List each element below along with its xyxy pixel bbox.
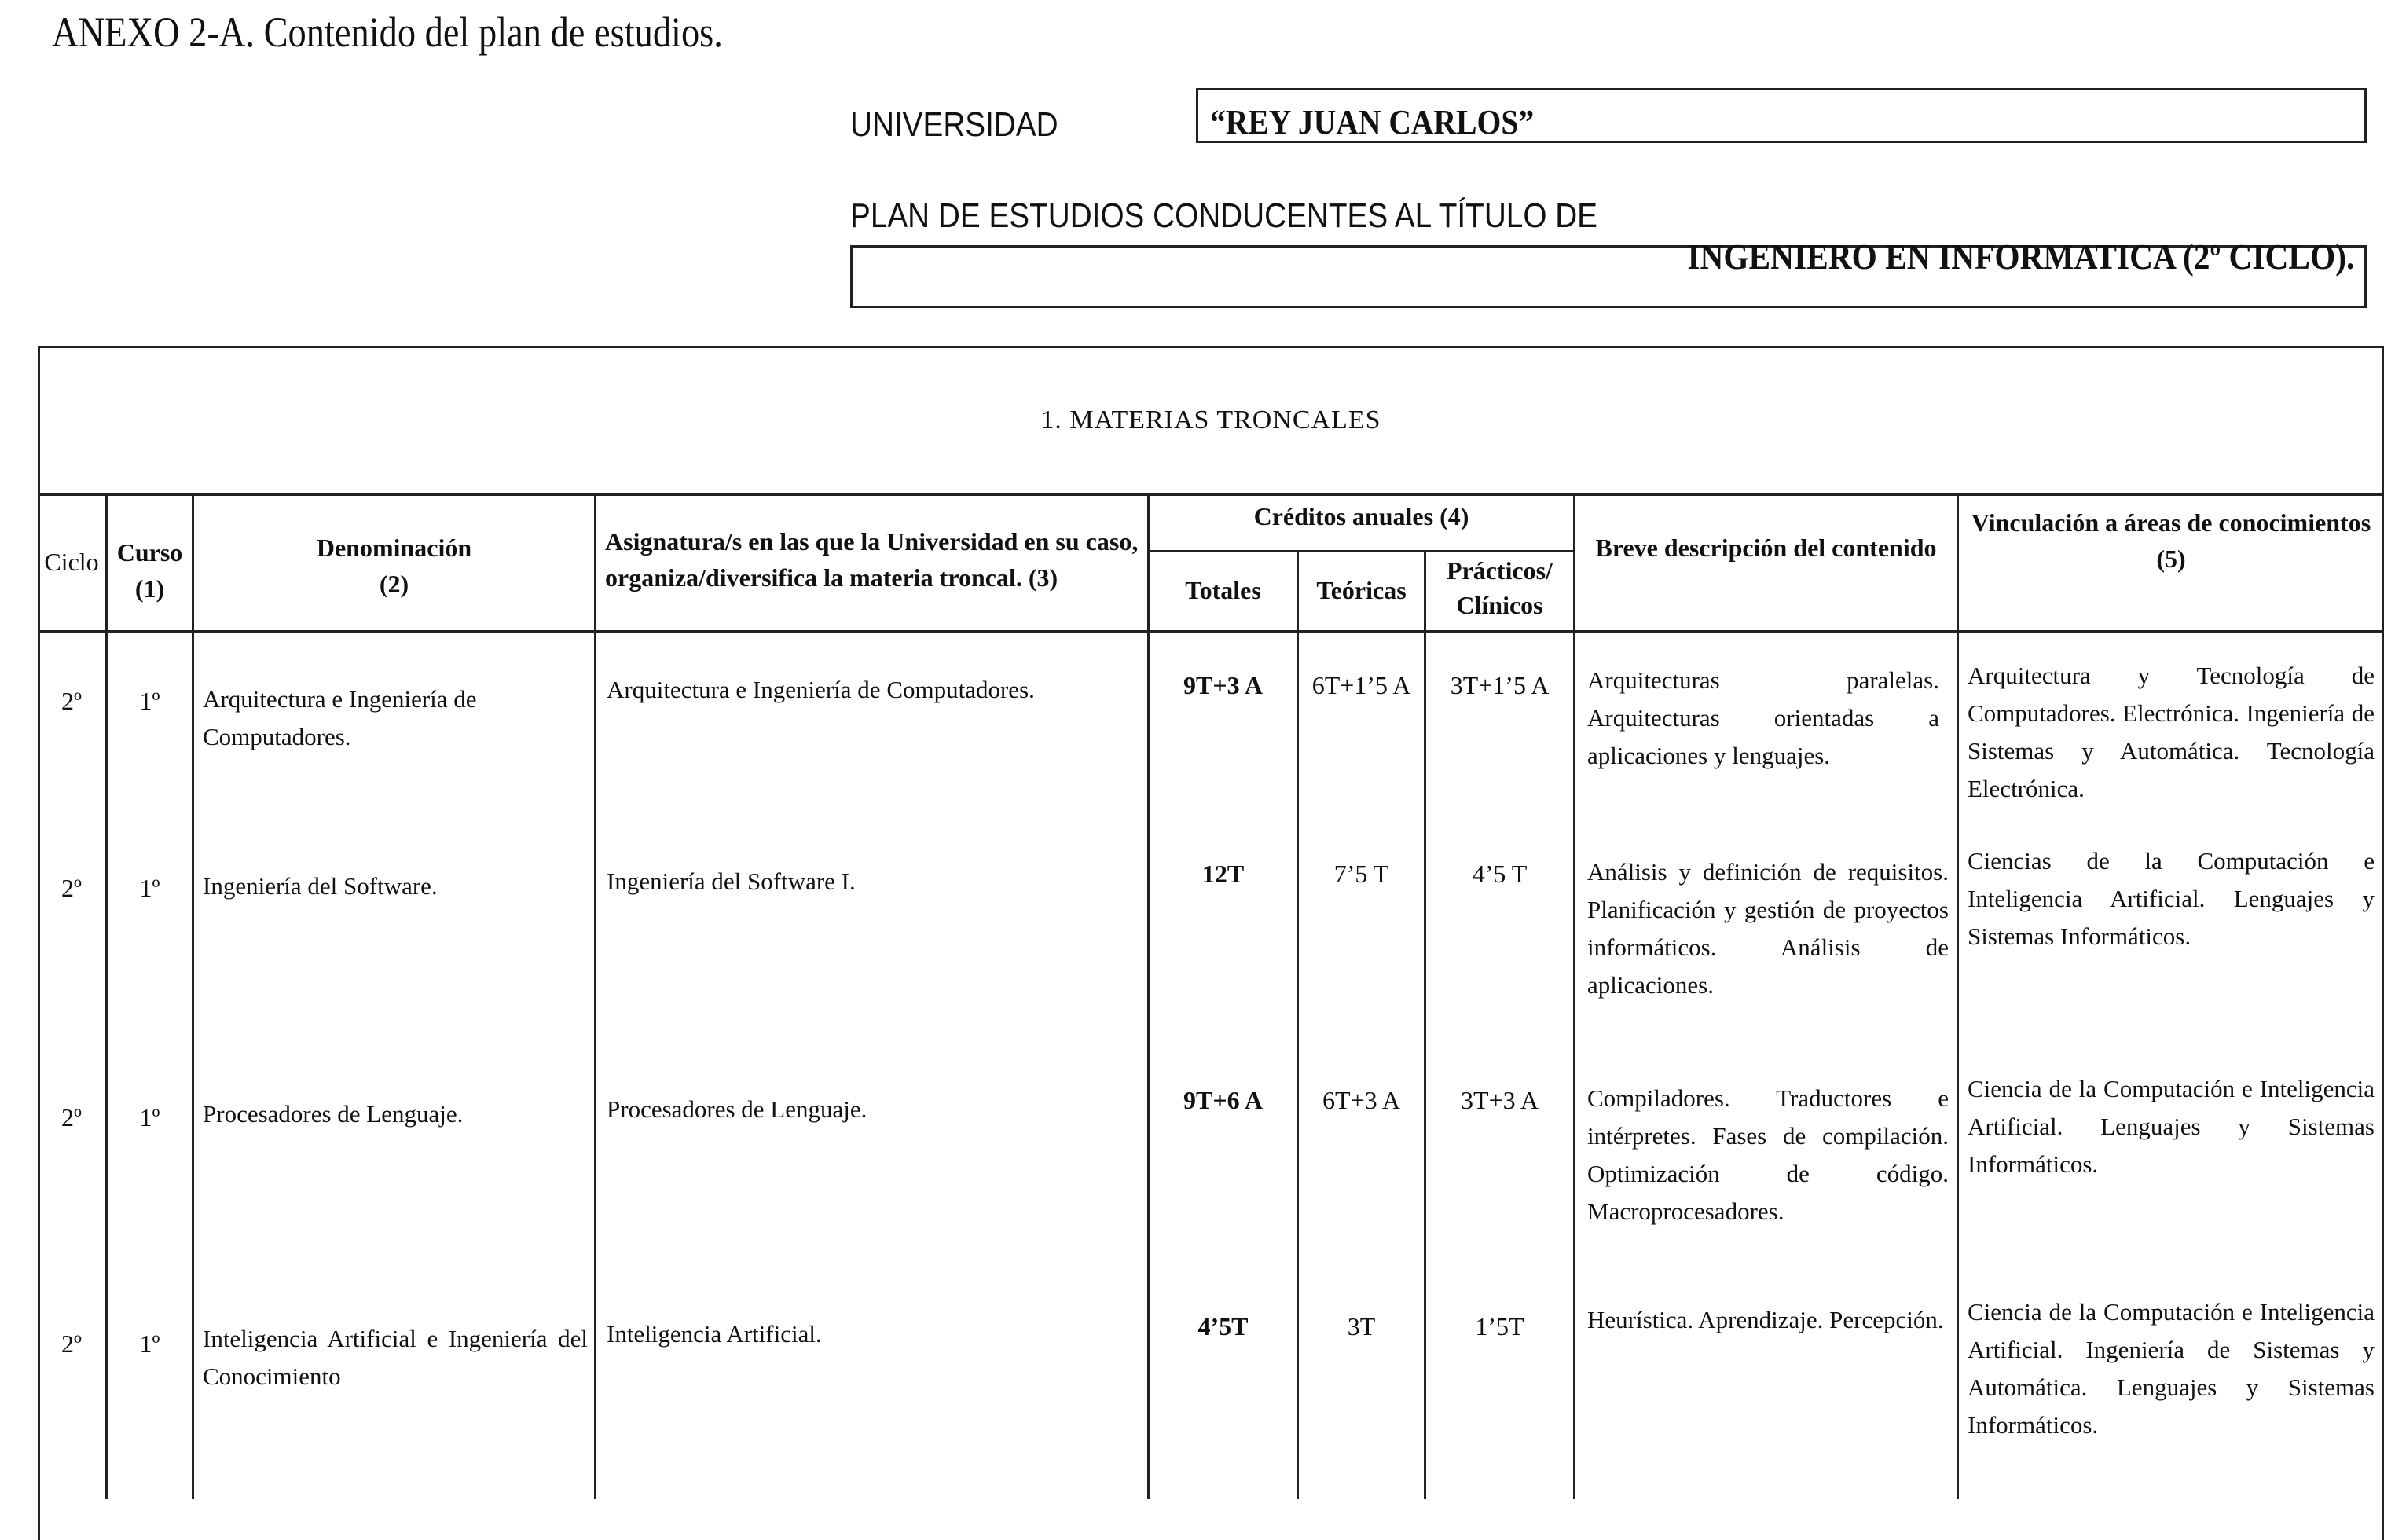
row3-denominacion: Procesadores de Lenguaje. (203, 1100, 464, 1128)
row1-denominacion: Arquitectura e Ingeniería de Computadores. (203, 685, 477, 750)
document-title (52, 8, 723, 57)
header-curso (108, 534, 192, 607)
row3-vinculacion: Ciencia de la Computación e Inteligencia Artificial. Lenguajes y Sistemas Informáticos. (1968, 1075, 2375, 1178)
header-asignaturas: Asignatura/s en las que la Universidad en su caso, organiza/diversifica la materia troncal. (3) (605, 527, 1139, 592)
section-title: 1. MATERIAS TRONCALES (1040, 405, 1381, 434)
row2-vinculacion: Ciencias de la Computación e Inteligencia Artificial. Lenguajes y Sistemas Informáticos. (1968, 847, 2375, 950)
header-curso-label: Curso (116, 538, 183, 566)
row2-practicos: 4’5 T (1472, 860, 1528, 888)
row3-descripcion: Compiladores. Traductores e intérpretes. Fases de compilación. Optimización de código. Macroprocesadores. (1587, 1084, 1949, 1225)
row2-ciclo: 2º (61, 874, 82, 902)
header-vinculacion-label: Vinculación a áreas de conocimientos (1971, 508, 2371, 537)
header-creditos: Créditos anuales (4) (1253, 502, 1469, 530)
header-ciclo: Ciclo (44, 548, 99, 576)
row2-teoricas: 7’5 T (1333, 860, 1389, 888)
row1-curso: 1º (139, 687, 160, 715)
row3-practicos: 3T+3 A (1461, 1086, 1539, 1114)
row2-descripcion: Análisis y definición de requisitos. Planificación y gestión de proyectos informáticos. Análisis de aplicaciones. (1587, 858, 1949, 999)
titulo-value: INGENIERO EN INFORMATICA (2º CICLO). (1686, 236, 2354, 277)
col-rule (1147, 493, 1150, 1499)
row2-totales: 12T (1201, 860, 1245, 888)
plan-label: PLAN DE ESTUDIOS CONDUCENTES AL TÍTULO DE (850, 196, 1597, 235)
row4-teoricas: 3T (1347, 1312, 1376, 1340)
header-denominacion-note: (2) (379, 570, 409, 598)
col-rule (594, 493, 596, 1499)
row1-totales: 9T+3 A (1183, 671, 1263, 699)
creditos-sub-rule (1147, 550, 1573, 552)
row4-practicos: 1’5T (1475, 1312, 1524, 1340)
row1-vinculacion: Arquitectura y Tecnología de Computadores. Electrónica. Ingeniería de Sistemas y Automática. Tecnología Electrónica. (1968, 662, 2375, 802)
row3-ciclo: 2º (61, 1103, 82, 1131)
row4-descripcion: Heurística. Aprendizaje. Percepción. (1587, 1306, 1944, 1333)
universidad-label: UNIVERSIDAD (850, 105, 1058, 144)
row1-asignatura: Arquitectura e Ingeniería de Computadores. (607, 676, 1035, 703)
col-rule (1957, 493, 1959, 1499)
row4-asignatura: Inteligencia Artificial. (607, 1320, 822, 1348)
row1-teoricas: 6T+1’5 A (1311, 671, 1411, 699)
row1-ciclo: 2º (61, 687, 82, 715)
row3-teoricas: 6T+3 A (1322, 1086, 1400, 1114)
row3-asignatura: Procesadores de Lenguaje. (607, 1095, 867, 1123)
anexo-label: ANEXO 2-A. (52, 9, 255, 56)
header-teoricas: Teóricas (1316, 576, 1407, 604)
header-denominacion (194, 530, 594, 602)
row2-denominacion: Ingeniería del Software. (203, 872, 438, 900)
universidad-value: “REY JUAN CARLOS” (1210, 103, 1535, 141)
row4-denominacion: Inteligencia Artificial e Ingeniería del Conocimiento (203, 1325, 588, 1390)
header-bottom-rule (38, 630, 2384, 632)
header-curso-note: (1) (134, 574, 165, 603)
row3-curso: 1º (139, 1103, 160, 1131)
row4-ciclo: 2º (61, 1329, 82, 1358)
row2-curso: 1º (139, 874, 160, 902)
header-top-rule (38, 493, 2384, 496)
row4-curso: 1º (139, 1329, 160, 1358)
header-totales: Totales (1185, 576, 1261, 604)
row1-descripcion: Arquitecturas paralelas. Arquitecturas orientadas a aplicaciones y lenguajes. (1587, 666, 1939, 769)
row4-totales: 4’5T (1198, 1312, 1249, 1340)
col-rule (1573, 493, 1575, 1499)
row3-totales: 9T+6 A (1183, 1086, 1263, 1114)
row1-practicos: 3T+1’5 A (1450, 671, 1550, 699)
header-descripcion: Breve descripción del contenido (1595, 534, 1937, 562)
anexo-subtitle: Contenido del plan de estudios. (254, 9, 723, 56)
header-vinculacion (1959, 504, 2383, 577)
header-vinculacion-note: (5) (2156, 544, 2186, 573)
row2-asignatura: Ingeniería del Software I. (607, 867, 856, 895)
col-rule (192, 493, 194, 1499)
row4-vinculacion: Ciencia de la Computación e Inteligencia Artificial. Ingeniería de Sistemas y Automática. Lenguajes y Sistemas Informáticos. (1968, 1298, 2375, 1439)
header-practicos: Prácticos/ Clínicos (1446, 556, 1553, 619)
header-denominacion-label: Denominación (316, 534, 472, 562)
